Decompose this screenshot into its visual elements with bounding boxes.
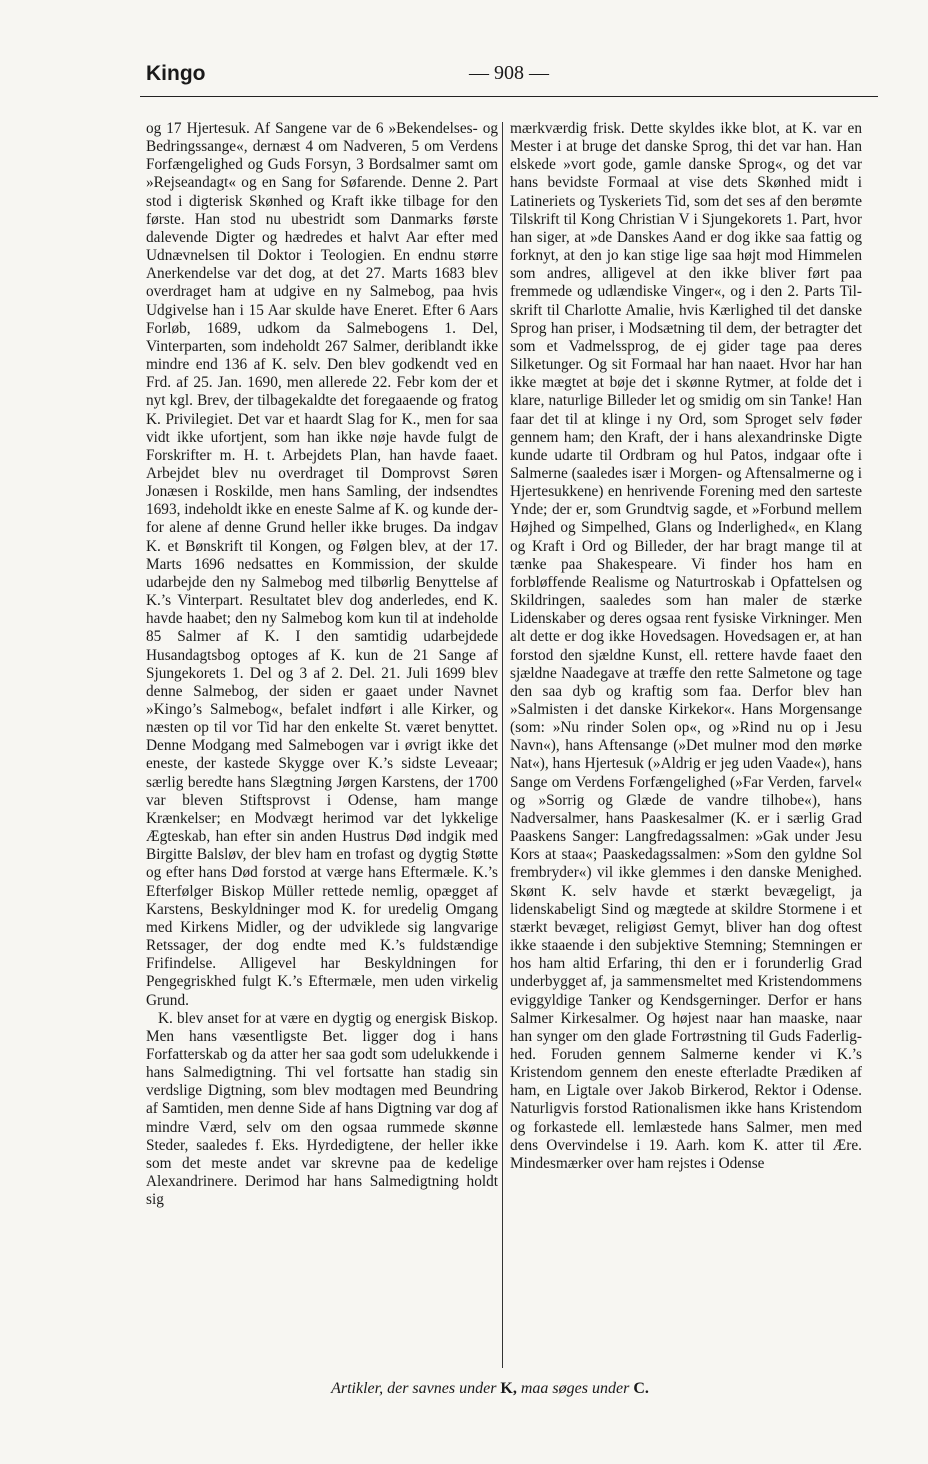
running-head-word: Kingo — [146, 62, 206, 85]
paragraph: mærkværdig frisk. Dette skyldes ikke blot, at K. var en Mester i at bruge det danske Sprog, thi det var han. Han elskede »vort gode, gamle danske Sprog«, og det var hans bevidste Formaal at vise dets Skønhed midt i Latineriets og Tyskeriets Tid, som det ses af den berømte Tilskrift til Kong Christian V i Sjungekorets 1. Part, hvor han siger, at »de Danskes Aand er dog ikke saa fattig og forknyt, at den jo kan stige lige saa højt mod Himmelen som andres, alligevel at den ikke bliver ført paa fremmede og udlændiske Vinger«, og i den 2. Parts Tilskrift til Charlotte Amalie, hvis Kærlighed til det danske Sprog han priser, i Modsætning til dem, der betragter det som et Vadmelssprog, de ej gider tage paa deres Silketunger. Og sit Formaal har han naaet. Hvor har han ikke mægtet at bøje det i skønne Rytmer, at folde det i klare, naturlige Billeder let og smidig om sin Tanke! Han faar det til at klinge i ny Ord, som Sproget selv føder gennem ham; den Kraft, der i hans alexandrinske Digte kunde udarte til Ordbram og hul Patos, indgaar ofte i Salmerne (saaledes især i Morgen- og Aftensalmerne og i Hjertesukkene) en henrivende Forening med den sarteste Ynde; der er, som Grundtvig sagde, et »Forbund mellem Højhed og Simpelhed, Glans og Inderlighed«, en Klang og Kraft i Ord og Billeder, der har bragt mange til at tænke paa Shakespeare. Vi finder hos ham en forbløffende Realisme og Naturtroskab i Opfattelsen og Skildringen, saaledes som han maler de stærke Lidenskaber og deres ogsaa rent fysiske Virkninger. Men alt dette er dog ikke Hovedsagen. Hovedsagen er, at han forstod den sjældne Kunst, ell. rettere havde faaet den sjældne Naadegave at træffe den rette Salmetone og tage den saa dyb og kraftig som faa. Derfor blev han »Salmisten i det danske Kirkekor«. Hans Morgensange (som: »Nu rinder Solen op«, og »Rind nu op i Jesu Navn«), hans Aftensange (»Det mulner mod den mørke Nat«), hans Hjertesuk (»Aldrig er jeg uden Vaade«), hans Sange om Verdens Forfængelighed (»Far Verden, farvel« og »Sorrig og Glæde de vandre tilhobe«), hans Nadversalmer, hans Paaskesalmer (K. er i særlig Grad Paaskens Sanger: Langfredagssalmen: »Gak under Jesu Kors at staa«; Paaskedagssalmen: »Som den gyldne Sol frembryder«) vil ikke glemmes i den danske Menighed. Skønt K. selv havde et stærkt bevægeligt, ja lidenskabeligt Sind og mægtede at skildre Stormene i et stærkt bevæget, religiøst Gemyt, bliver han dog oftest ikke staaende i den subjektive Stemning; Stemningen er hos ham altid Erfaring, thi den er i forunderlig Grad underbygget af, ja sammensmeltet med Kristendommens eviggyldige Tanker og Kendsgerninger. Derfor er hans Salmer Kirkesalmer. Og højest naar han maaske, naar han synger om den glade Fortrøstning til Guds Faderlighed. Foruden gennem Salmerne kender vi K.’s Kristendom gennem den eneste efterladte Prædiken af ham, en Ligtale over Jakob Birkerod, Rektor i Odense. Naturligvis forstod Rationalismen ikke hans Kristendom og forkastede ell. lemlæstede hans Salmer, men med dens Overvindelse i 19. Aarh. kom K. atter til Ære. Mindesmærker over ham rejstes i Odense — [510, 120, 862, 1172]
footer-text: Artikler, der savnes under — [331, 1380, 501, 1397]
footer-letter-k: K, — [500, 1380, 517, 1397]
left-column — [146, 120, 498, 1209]
paragraph: K. blev anset for at være en dygtig og energisk Biskop. Men hans væsentligste Bet. ligger dog i hans Forfatterskab og da atter her saa godt som udelukkende i hans Salmedigtning. Thi vel fortsatte han stadig sin verdslige Digtning, som blev modtagen med Beundring af Samtiden, men denne Side af hans Digtning var dog af mindre Værd, selv om den ogsaa rummede skønne Steder, saaledes f. Eks. Hyrdedigtene, der heller ikke som det meste andet var skrevne paa de kedelige Alexandrinere. Derimod har hans Salmedigtning holdt sig — [146, 1009, 498, 1209]
header-rule — [140, 96, 878, 97]
footer-note — [140, 1380, 840, 1398]
footer-letter-c: C. — [633, 1380, 649, 1397]
paragraph: og 17 Hjertesuk. Af Sangene var de 6 »Bekendelses- og Bedringssange«, dernæst 4 om Nadveren, 5 om Verdens Forfængelighed og Guds Forsyn, 3 Bordsalmer samt om »Rejseandagt« og en Sang for Søfarende. Denne 2. Part stod i digterisk Skønhed og Kraft ikke tilbage for den første. Han stod nu ubestridt som Danmarks første dalevende Digter og hædredes et halvt Aar efter med Udnævnelsen til Doktor i Teologien. En endnu større Anerkendelse var det dog, at det 27. Marts 1683 blev overdraget ham at udgive en ny Salmebog, paa hvis Udgivelse han i 15 Aar skulde have Eneret. Efter 6 Aars Forløb, 1689, udkom da Salmebogens 1. Del, Vinterparten, som indeholdt 267 Salmer, deriblandt ikke mindre end 136 af K. selv. Den blev godkendt ved en Frd. af 25. Jan. 1690, men allerede 22. Febr kom der et nyt kgl. Brev, der tilbagekaldte det foregaaende og fratog K. Privilegiet. Det var et haardt Slag for K., men for saa vidt ikke ufortjent, som han ikke nøje havde fulgt de Forskrifter m. H. t. Arbejdets Plan, han havde faaet. Arbejdet blev nu overdraget til Domprovst Søren Jonæsen i Roskilde, men hans Samling, der indsendtes 1693, indeholdt ikke en eneste Salme af K. og kunde derfor alene af denne Grund heller ikke bruges. Da indgav K. et Bønskrift til Kongen, og Følgen blev, at der 17. Marts 1696 nedsattes en Kommission, der skulde udarbejde den ny Salmebog med tilbørlig Benyttelse af K.’s Vinterpart. Resultatet blev dog anderledes, end K. havde haabet; den ny Salmebog kom kun til at indeholde 85 Salmer af K. I den samtidig udarbejdede Husandagtsbog optoges af K. kun de 21 Sange af Sjungekorets 1. Del og 3 af 2. Del. 21. Juli 1699 blev denne Salmebog, der siden er gaaet under Navnet »Kingo’s Salmebog«, befalet indført i alle Kirker, og næsten op til vor Tid har den enkelte St. været benyttet. Denne Modgang med Salmebogen var i øvrigt ikke det eneste, der kastede Skygge over K.’s sidste Leveaar; særlig beredte hans Slægtning Jørgen Karstens, der 1700 var bleven Stiftsprovst i Odense, ham mange Krænkelser; en Modvægt herimod var det lykkelige Ægteskab, han efter sin anden Hustrus Død indgik med Birgitte Balsløv, der blev ham en trofast og dygtig Støtte og efter hans Død forstod at værge hans Eftermæle. K.’s Efterfølger Biskop Müller rettede nemlig, opægget af Karstens, Beskyldninger mod K. for uredelig Omgang med Kirkens Midler, og der udviklede sig langvarige Retssager, der dog endte med K.’s fuldstændige Frifindelse. Alligevel har Beskyldningen for Pengegriskhed fulgt K.’s Eftermæle, men uden virkelig Grund. — [146, 120, 498, 1009]
right-column — [510, 120, 862, 1173]
page-header — [140, 62, 878, 94]
page-number: — 908 — — [469, 62, 549, 84]
column-divider — [502, 122, 503, 1368]
footer-text: maa søges under — [516, 1380, 634, 1397]
